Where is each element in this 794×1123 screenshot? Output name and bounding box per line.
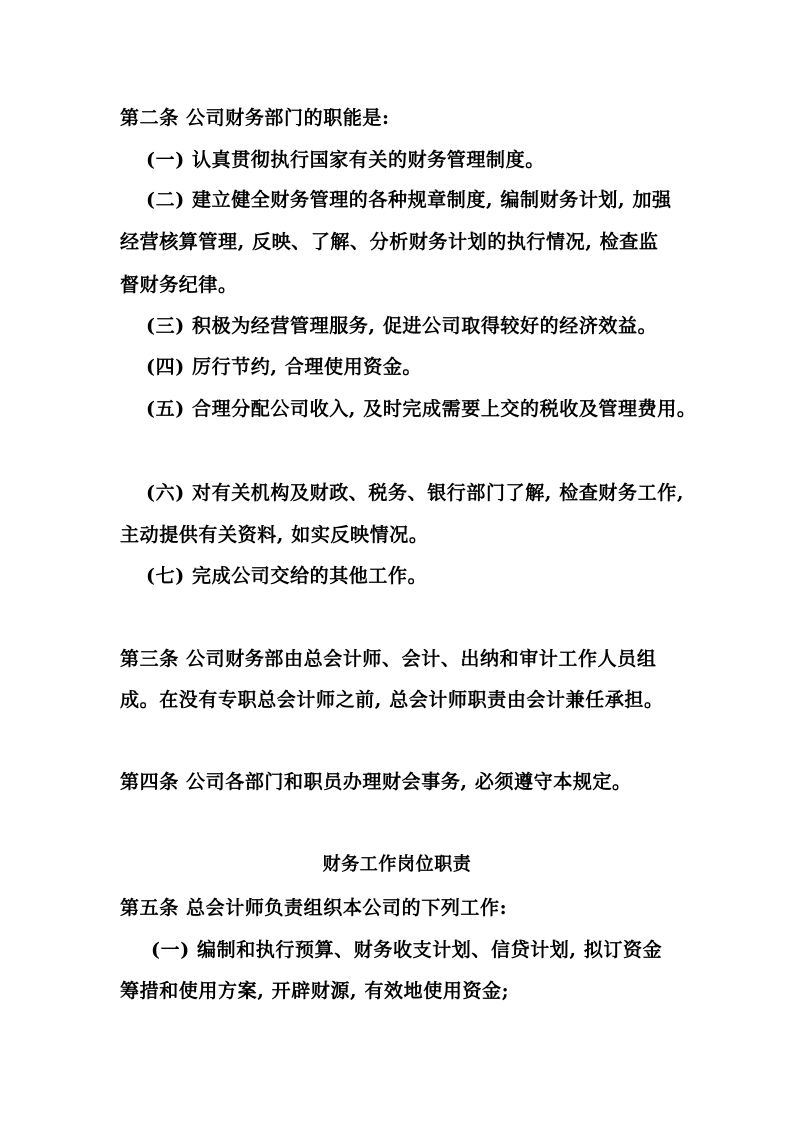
article-2-item-3: (三) 积极为经营管理服务, 促进公司取得较好的经济效益。 <box>146 315 658 337</box>
article-2-item-5: (五) 合理分配公司收入, 及时完成需要上交的税收及管理费用。 <box>146 398 697 420</box>
article-3-line-2: 成。在没有专职总会计师之前, 总会计师职责由会计兼任承担。 <box>120 689 664 711</box>
article-4: 第四条 公司各部门和职员办理财会事务, 必须遵守本规定。 <box>120 771 632 793</box>
article-2-item-7: (七) 完成公司交给的其他工作。 <box>146 565 428 587</box>
article-2-item-1: (一) 认真贯彻执行国家有关的财务管理制度。 <box>146 149 545 171</box>
article-5-item-1-cont: 筹措和使用方案, 开辟财源, 有效地使用资金; <box>120 980 510 1002</box>
article-2-item-6-cont: 主动提供有关资料, 如实反映情况。 <box>120 524 429 546</box>
section-title: 财务工作岗位职责 <box>322 854 472 875</box>
article-2-item-2: (二) 建立健全财务管理的各种规章制度, 编制财务计划, 加强 <box>146 189 672 211</box>
article-5-heading: 第五条 总会计师负责组织本公司的下列工作: <box>120 897 508 919</box>
article-2-item-2-cont: 经营核算管理, 反映、了解、分析财务计划的执行情况, 检查监 <box>120 231 659 253</box>
article-2-heading: 第二条 公司财务部门的职能是: <box>120 107 390 129</box>
article-3-line-1: 第三条 公司财务部由总会计师、会计、出纳和审计工作人员组 <box>120 648 657 670</box>
article-5-item-1: (一) 编制和执行预算、财务收支计划、信贷计划, 拟订资金 <box>151 939 663 961</box>
article-2-item-2-cont2: 督财务纪律。 <box>120 274 238 296</box>
article-2-item-4: (四) 厉行节约, 合理使用资金。 <box>146 356 423 378</box>
article-2-item-6: (六) 对有关机构及财政、税务、银行部门了解, 检查财务工作, <box>146 482 685 504</box>
